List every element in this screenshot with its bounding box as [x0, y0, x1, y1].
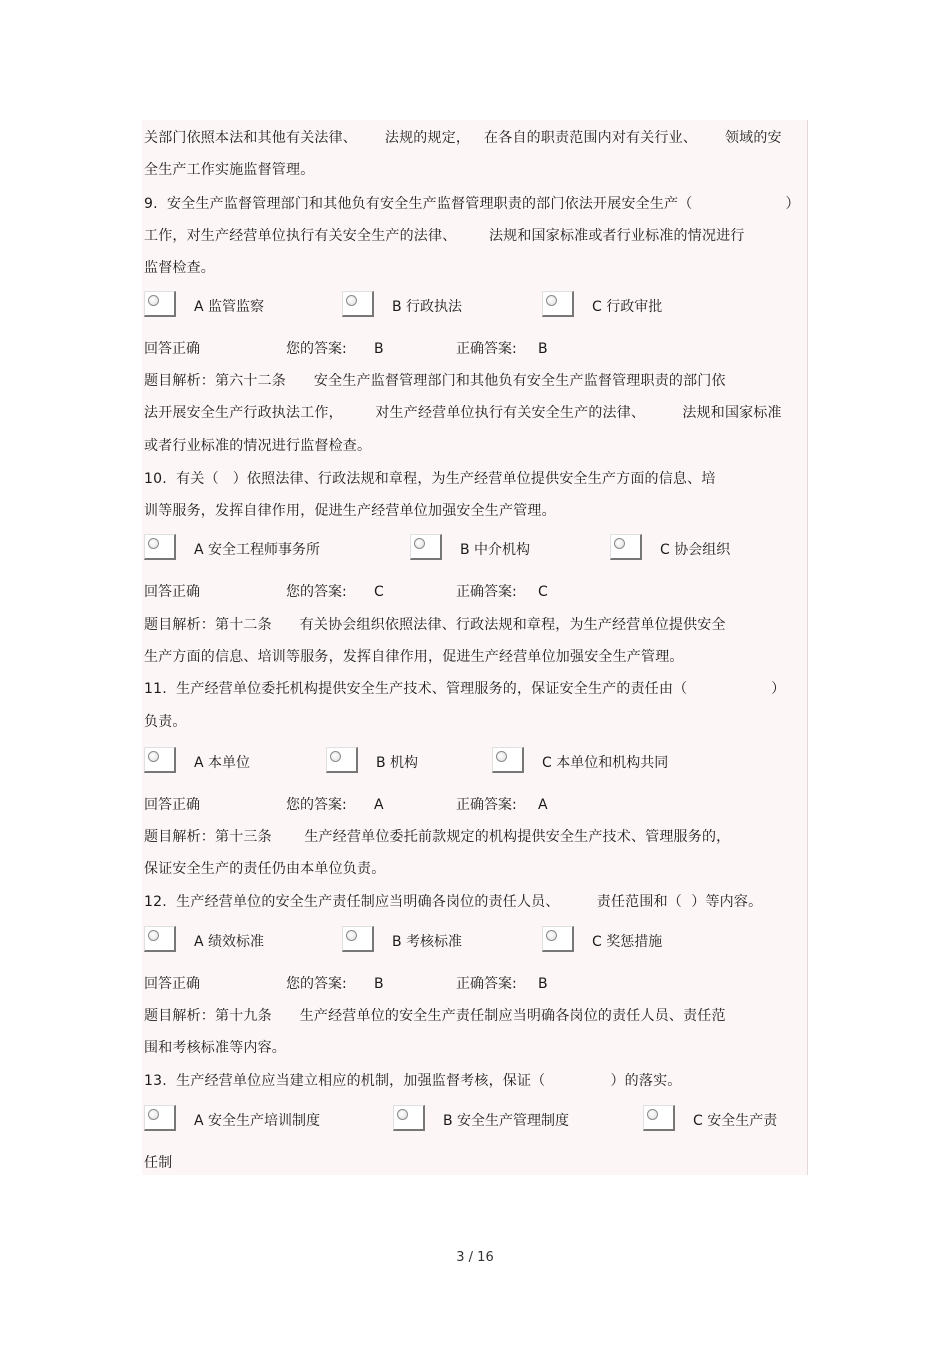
option-label: C 奖惩措施 [592, 934, 663, 950]
question-11-options [142, 747, 807, 779]
explanation-text: 题目解析：第十二条 有关协会组织依照法律、行政法规和章程，为生产经营单位提供安全 [144, 617, 726, 633]
correct-answer-label: 正确答案: [456, 584, 517, 600]
result-status: 回答正确 [144, 341, 200, 357]
radio-button[interactable] [326, 747, 358, 773]
correct-answer-label: 正确答案: [456, 341, 517, 357]
radio-button[interactable] [542, 926, 574, 952]
question-11-text: 负责。 [144, 714, 187, 730]
text-line: 全生产工作实施监督管理。 [144, 162, 315, 178]
radio-button[interactable] [144, 291, 176, 317]
explanation-text: 生产方面的信息、培训等服务，发挥自律作用，促进生产经营单位加强安全生产管理。 [144, 649, 684, 665]
question-9-options [142, 291, 807, 323]
question-11-text: 11. 生产经营单位委托机构提供安全生产技术、管理服务的，保证安全生产的责任由（ ） [144, 681, 786, 697]
question-12-text: 12. 生产经营单位的安全生产责任制应当明确各岗位的责任人员、 责任范围和（ ）等内容。 [144, 894, 763, 910]
question-10-text: 10. 有关（ ）依照法律、行政法规和章程，为生产经营单位提供安全生产方面的信息、培 [144, 471, 716, 487]
your-answer-value: A [374, 797, 384, 813]
option-label: C 安全生产责 [693, 1113, 778, 1129]
radio-button[interactable] [410, 534, 442, 560]
option-label: B 安全生产管理制度 [443, 1113, 570, 1129]
question-13-options [142, 1105, 807, 1137]
your-answer-label: 您的答案: [286, 976, 347, 992]
your-answer-value: B [374, 341, 384, 357]
radio-button[interactable] [643, 1105, 675, 1131]
answer-result [144, 339, 804, 359]
explanation-text: 或者行业标准的情况进行监督检查。 [144, 438, 372, 454]
question-9-text: 工作，对生产经营单位执行有关安全生产的法律、 法规和国家标准或者行业标准的情况进行 [144, 228, 745, 244]
radio-button[interactable] [492, 747, 524, 773]
question-9-text: 9. 安全生产监督管理部门和其他负有安全生产监督管理职责的部门依法开展安全生产（ ） [144, 196, 800, 212]
radio-button[interactable] [144, 534, 176, 560]
correct-answer-value: B [538, 976, 548, 992]
your-answer-label: 您的答案: [286, 797, 347, 813]
question-9-text: 监督检查。 [144, 260, 215, 276]
radio-button[interactable] [610, 534, 642, 560]
explanation-text: 围和考核标准等内容。 [144, 1040, 286, 1056]
radio-button[interactable] [342, 926, 374, 952]
option-label: B 行政执法 [392, 299, 463, 315]
question-13-text: 13. 生产经营单位应当建立相应的机制，加强监督考核，保证（ ）的落实。 [144, 1073, 682, 1089]
explanation-text: 题目解析：第六十二条 安全生产监督管理部门和其他负有安全生产监督管理职责的部门依 [144, 373, 726, 389]
explanation-text: 题目解析：第十三条 生产经营单位委托前款规定的机构提供安全生产技术、管理服务的， [144, 829, 731, 845]
option-label: B 机构 [376, 755, 419, 771]
option-label: A 安全生产培训制度 [194, 1113, 321, 1129]
question-10-options [142, 534, 807, 566]
document-content [142, 120, 808, 1175]
page-number: 3 / 16 [456, 1250, 494, 1265]
correct-answer-label: 正确答案: [456, 976, 517, 992]
question-10-text: 训等服务，发挥自律作用，促进生产经营单位加强安全生产管理。 [144, 503, 556, 519]
radio-button[interactable] [542, 291, 574, 317]
your-answer-label: 您的答案: [286, 584, 347, 600]
answer-result [144, 974, 804, 994]
your-answer-value: C [374, 584, 384, 600]
question-13-text: 任制 [144, 1155, 173, 1171]
answer-result [144, 582, 804, 602]
result-status: 回答正确 [144, 584, 200, 600]
explanation-text: 法开展安全生产行政执法工作， 对生产经营单位执行有关安全生产的法律、 法规和国家标准 [144, 405, 782, 421]
your-answer-label: 您的答案: [286, 341, 347, 357]
correct-answer-value: A [538, 797, 548, 813]
result-status: 回答正确 [144, 797, 200, 813]
result-status: 回答正确 [144, 976, 200, 992]
option-label: C 协会组织 [660, 542, 731, 558]
option-label: B 中介机构 [460, 542, 531, 558]
explanation-text: 题目解析：第十九条 生产经营单位的安全生产责任制应当明确各岗位的责任人员、责任范 [144, 1008, 726, 1024]
answer-result [144, 795, 804, 815]
radio-button[interactable] [342, 291, 374, 317]
radio-button[interactable] [393, 1105, 425, 1131]
correct-answer-value: B [538, 341, 548, 357]
your-answer-value: B [374, 976, 384, 992]
option-label: A 安全工程师事务所 [194, 542, 321, 558]
explanation-text: 保证安全生产的责任仍由本单位负责。 [144, 861, 386, 877]
option-label: C 本单位和机构共同 [542, 755, 669, 771]
option-label: B 考核标准 [392, 934, 463, 950]
option-label: A 本单位 [194, 755, 251, 771]
option-label: C 行政审批 [592, 299, 663, 315]
correct-answer-value: C [538, 584, 548, 600]
question-12-options [142, 926, 807, 958]
radio-button[interactable] [144, 1105, 176, 1131]
radio-button[interactable] [144, 926, 176, 952]
option-label: A 监管监察 [194, 299, 265, 315]
text-line: 关部门依照本法和其他有关法律、 法规的规定， 在各自的职责范围内对有关行业、 领域的安 [144, 130, 782, 146]
radio-button[interactable] [144, 747, 176, 773]
correct-answer-label: 正确答案: [456, 797, 517, 813]
option-label: A 绩效标准 [194, 934, 265, 950]
